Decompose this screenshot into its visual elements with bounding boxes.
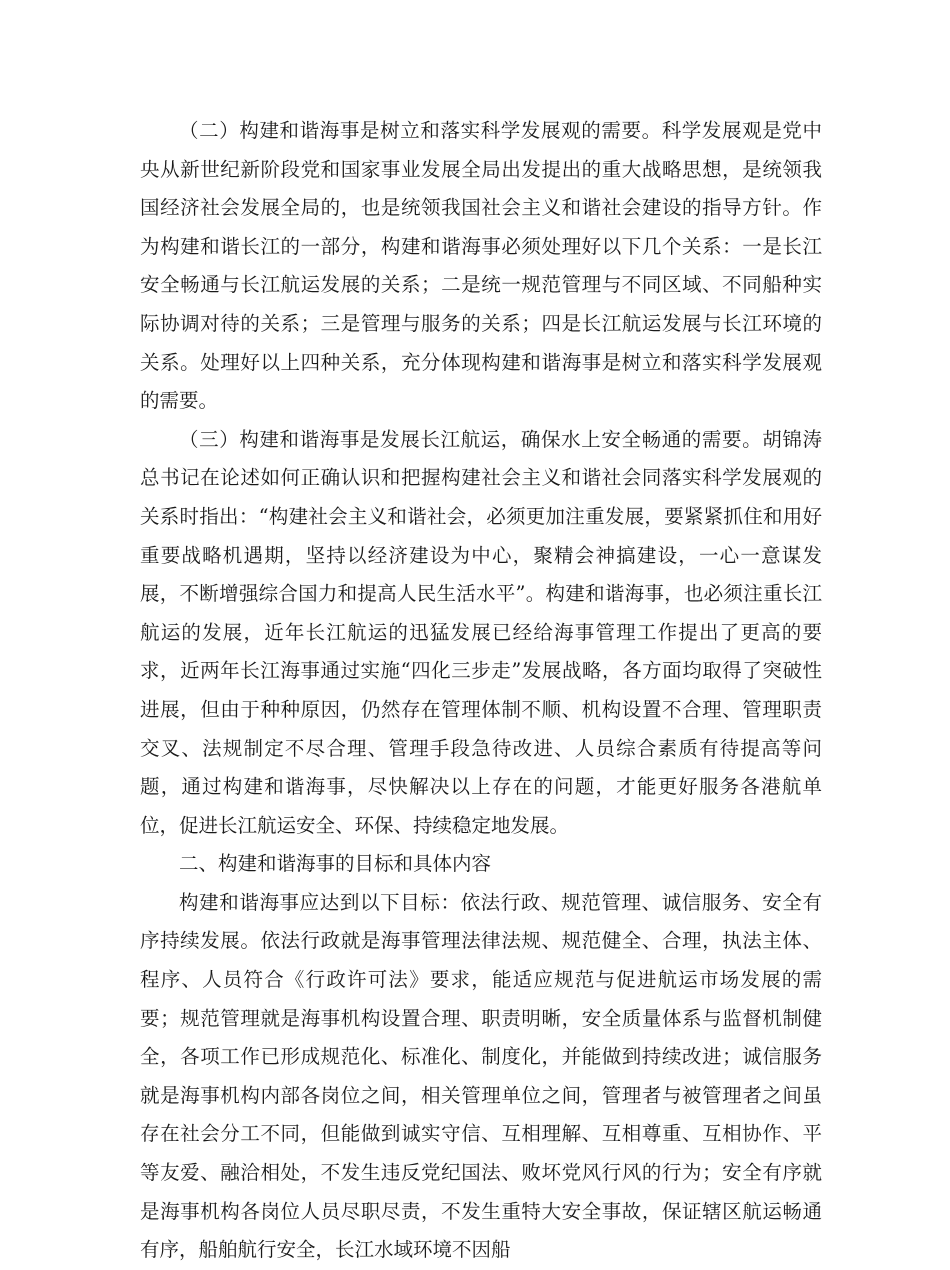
document-body xyxy=(140,112,822,1270)
paragraph-3-yangtze-shipping: （三）构建和谐海事是发展长江航运，确保水上安全畅通的需要。胡锦涛总书记在论述如何正确认识和把握构建社会主义和谐社会同落实科学发展观的关系时指出：“构建社会主义和谐社会，必须更加注重发展，要紧紧抓住和用好重要战略机遇期，坚持以经济建设为中心，聚精会神搞建设，一心一意谋发展，不断增强综合国力和提高人民生活水平”。构建和谐海事，也必须注重长江航运的发展，近年长江航运的迅猛发展已经给海事管理工作提出了更高的要求，近两年长江海事通过实施“四化三步走”发展战略，各方面均取得了突破性进展，但由于种种原因，仍然存在管理体制不顺、机构设置不合理、管理职责交叉、法规制定不尽合理、管理手段急待改进、人员综合素质有待提高等问题，通过构建和谐海事，尽快解决以上存在的问题，才能更好服务各港航单位，促进长江航运安全、环保、持续稳定地发展。 xyxy=(140,427,822,837)
paragraph-goals-content: 构建和谐海事应达到以下目标：依法行政、规范管理、诚信服务、安全有序持续发展。依法行政就是海事管理法律法规、规范健全、合理，执法主体、程序、人员符合《行政许可法》要求，能适应规范与促进航运市场发展的需要；规范管理就是海事机构设置合理、职责明晰，安全质量体系与监督机制健全，各项工作已形成规范化、标准化、制度化，并能做到持续改进；诚信服务就是海事机构内部各岗位之间，相关管理单位之间，管理者与被管理者之间虽存在社会分工不同，但能做到诚实守信、互相理解、互相尊重、互相协作、平等友爱、融洽相处，不发生违反党纪国法、败坏党风行风的行为；安全有序就是海事机构各岗位人员尽职尽责，不发生重特大安全事故，保证辖区航运畅通有序，船舶航行安全，长江水域环境不因船 xyxy=(140,890,822,1262)
section-heading-goals: 二、构建和谐海事的目标和具体内容 xyxy=(179,852,492,876)
paragraph-2-harmony-and-development: （二）构建和谐海事是树立和落实科学发展观的需要。科学发展观是党中央从新世纪新阶段党和国家事业发展全局出发提出的重大战略思想，是统领我国经济社会发展全局的，也是统领我国社会主义和谐社会建设的指导方针。作为构建和谐长江的一部分，构建和谐海事必须处理好以下几个关系：一是长江安全畅通与长江航运发展的关系；二是统一规范管理与不同区域、不同船种实际协调对待的关系；三是管理与服务的关系；四是长江航运发展与长江环境的关系。处理好以上四种关系，充分体现构建和谐海事是树立和落实科学发展观的需要。 xyxy=(140,119,822,413)
